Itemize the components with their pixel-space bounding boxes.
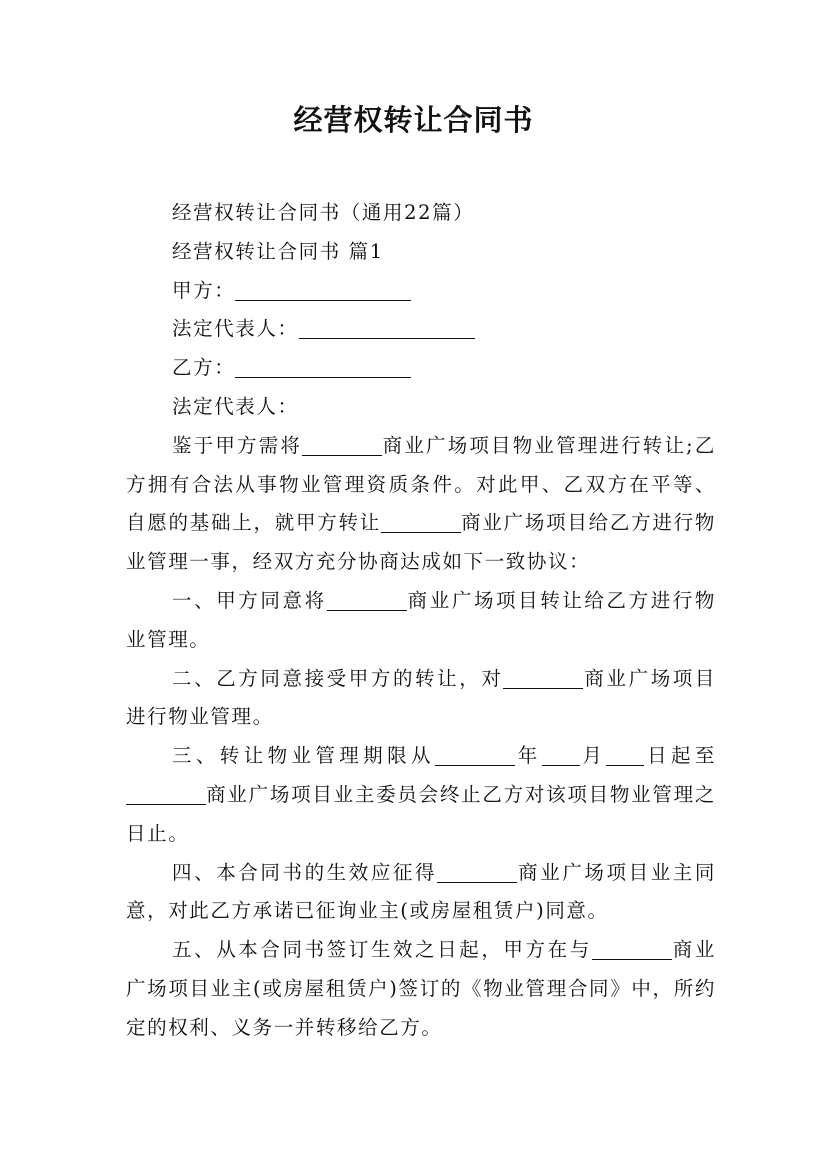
clause3-part3: 商业广场项目业主委员会终止乙方对该项目物业管理之日止。 <box>126 782 716 845</box>
clause4-part1: 四、本合同书的生效应征得 <box>172 860 438 884</box>
party-a-blank <box>235 278 411 301</box>
legal-rep-a-line <box>126 310 716 349</box>
intro-part3: 商业广场项目给乙方进行物业管理一事，经双方充分协商达成如下一致协议： <box>126 511 716 574</box>
clause3-part1: 三、转让物业管理期限从 <box>172 744 435 768</box>
clause5-part2: 商业广场项目业主(或房屋租赁户)签订的《物业管理合同》中，所约定的权利、义务一并转移给乙方。 <box>126 938 717 1039</box>
document-title: 经营权转让合同书 <box>293 103 534 137</box>
document-body <box>126 194 716 1048</box>
party-b-label: 乙方： <box>172 356 236 380</box>
intro-blank-1 <box>302 433 382 456</box>
section-heading: 经营权转让合同书 篇1 <box>172 239 384 263</box>
clause1-part1: 一、甲方同意将 <box>172 588 327 612</box>
intro-paragraph <box>126 427 716 582</box>
clause-1 <box>126 582 716 660</box>
clause1-blank <box>327 588 407 611</box>
clause3-day-blank <box>606 743 644 766</box>
clause-3 <box>126 737 716 853</box>
clause5-part1: 五、从本合同书签订生效之日起，甲方在与 <box>172 938 592 962</box>
clause-2 <box>126 660 716 738</box>
clause3-year-blank <box>435 743 515 766</box>
clause5-blank <box>592 937 672 960</box>
clause3-year: 年 <box>514 744 542 768</box>
clause2-blank <box>503 666 583 689</box>
clause3-month-blank <box>542 743 580 766</box>
clause-5 <box>126 931 716 1047</box>
party-a-line <box>126 272 716 311</box>
legal-rep-b-label: 法定代表人： <box>172 394 299 418</box>
legal-rep-b-line <box>126 388 716 427</box>
document-subtitle: 经营权转让合同书（通用22篇） <box>172 201 475 224</box>
clause4-blank <box>437 860 517 883</box>
clause1-part2: 商业广场项目转让给乙方进行物业管理。 <box>126 588 716 651</box>
party-b-line <box>126 349 716 388</box>
clause2-part1: 二、乙方同意接受甲方的转让，对 <box>172 666 504 690</box>
clause2-part2: 商业广场项目进行物业管理。 <box>126 666 716 729</box>
clause3-month: 月 <box>579 744 607 768</box>
intro-part2: 商业广场项目物业管理进行转让;乙方拥有合法从事物业管理资质条件。对此甲、乙双方在平等、自愿的基础上，就甲方转让 <box>126 433 716 535</box>
party-b-blank <box>235 355 411 378</box>
intro-blank-2 <box>381 510 461 533</box>
clause-4 <box>126 854 716 932</box>
legal-rep-a-blank <box>299 316 475 339</box>
clause3-project-blank <box>126 782 206 805</box>
intro-part1: 鉴于甲方需将 <box>172 433 303 457</box>
clause4-part2: 商业广场项目业主同意，对此乙方承诺已征询业主(或房屋租赁户)同意。 <box>126 860 716 923</box>
legal-rep-a-label: 法定代表人： <box>172 317 299 341</box>
party-a-label: 甲方： <box>172 278 236 302</box>
clause3-part2: 日起至 <box>644 744 716 768</box>
